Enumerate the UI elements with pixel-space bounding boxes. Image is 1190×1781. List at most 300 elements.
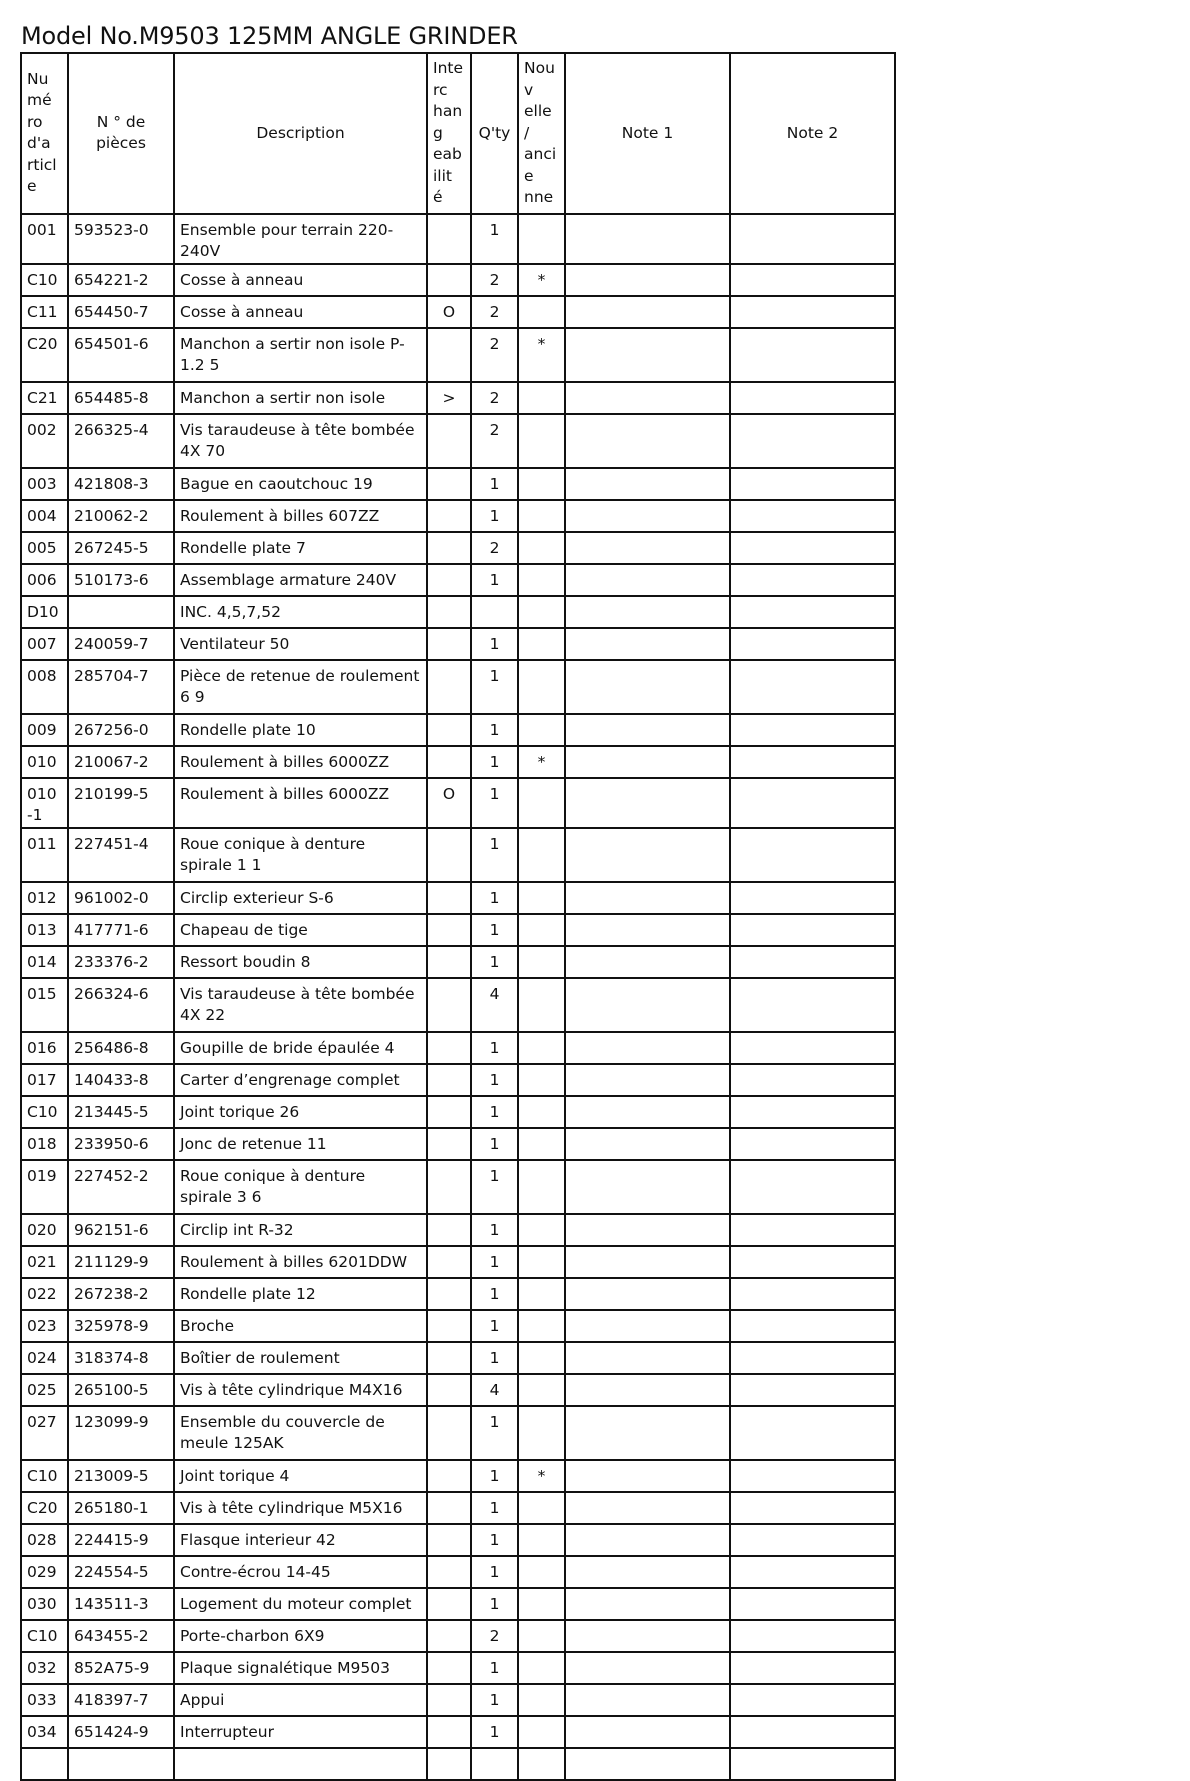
cell-item-no	[21, 1748, 68, 1780]
cell-part-no: 267256-0	[68, 714, 174, 746]
cell-note-2	[730, 1460, 895, 1492]
cell-note-2	[730, 596, 895, 628]
cell-item-no: C10	[21, 1460, 68, 1492]
cell-qty: 1	[471, 778, 518, 828]
cell-description: Porte-charbon 6X9	[174, 1620, 427, 1652]
cell-new-old	[518, 1096, 565, 1128]
cell-part-no: 240059-7	[68, 628, 174, 660]
cell-qty: 1	[471, 1128, 518, 1160]
cell-description: Vis à tête cylindrique M4X16	[174, 1374, 427, 1406]
table-row	[21, 328, 895, 382]
cell-qty: 1	[471, 1214, 518, 1246]
cell-interchangeability	[427, 1460, 471, 1492]
cell-note-1	[565, 1214, 730, 1246]
table-row	[21, 564, 895, 596]
cell-item-no: 033	[21, 1684, 68, 1716]
cell-part-no: 233950-6	[68, 1128, 174, 1160]
cell-interchangeability	[427, 1652, 471, 1684]
cell-note-2	[730, 660, 895, 714]
cell-qty: 1	[471, 882, 518, 914]
cell-part-no: 654450-7	[68, 296, 174, 328]
cell-note-2	[730, 1524, 895, 1556]
cell-note-1	[565, 214, 730, 264]
cell-note-2	[730, 1246, 895, 1278]
cell-new-old	[518, 914, 565, 946]
cell-part-no: 224415-9	[68, 1524, 174, 1556]
cell-new-old	[518, 1246, 565, 1278]
cell-qty: 1	[471, 628, 518, 660]
cell-qty: 1	[471, 1032, 518, 1064]
parts-table-body	[21, 214, 895, 1780]
cell-qty: 4	[471, 978, 518, 1032]
cell-new-old	[518, 946, 565, 978]
cell-new-old	[518, 1588, 565, 1620]
cell-qty: 1	[471, 660, 518, 714]
table-row	[21, 1278, 895, 1310]
cell-description: Bague en caoutchouc 19	[174, 468, 427, 500]
cell-item-no: 015	[21, 978, 68, 1032]
cell-note-1	[565, 1096, 730, 1128]
cell-new-old	[518, 778, 565, 828]
cell-description: Cosse à anneau	[174, 264, 427, 296]
table-row	[21, 1684, 895, 1716]
table-row	[21, 1096, 895, 1128]
cell-note-2	[730, 328, 895, 382]
cell-note-2	[730, 714, 895, 746]
cell-item-no: 001	[21, 214, 68, 264]
cell-part-no: 140433-8	[68, 1064, 174, 1096]
cell-new-old	[518, 1214, 565, 1246]
cell-note-1	[565, 778, 730, 828]
cell-part-no: 654221-2	[68, 264, 174, 296]
table-row	[21, 1748, 895, 1780]
cell-description: Plaque signalétique M9503	[174, 1652, 427, 1684]
cell-new-old	[518, 564, 565, 596]
cell-note-1	[565, 382, 730, 414]
cell-description: Ventilateur 50	[174, 628, 427, 660]
cell-note-1	[565, 1556, 730, 1588]
cell-qty	[471, 1748, 518, 1780]
cell-description: Roulement à billes 6000ZZ	[174, 778, 427, 828]
cell-qty: 1	[471, 1160, 518, 1214]
cell-part-no: 233376-2	[68, 946, 174, 978]
table-row	[21, 1032, 895, 1064]
cell-interchangeability	[427, 1278, 471, 1310]
table-row	[21, 914, 895, 946]
cell-part-no: 418397-7	[68, 1684, 174, 1716]
cell-description: Rondelle plate 12	[174, 1278, 427, 1310]
cell-part-no: 213445-5	[68, 1096, 174, 1128]
cell-item-no: 002	[21, 414, 68, 468]
table-row	[21, 1310, 895, 1342]
cell-qty: 1	[471, 1716, 518, 1748]
cell-part-no: 143511-3	[68, 1588, 174, 1620]
cell-description: Manchon a sertir non isole P-1.2 5	[174, 328, 427, 382]
cell-interchangeability	[427, 1310, 471, 1342]
table-row	[21, 978, 895, 1032]
table-row	[21, 1492, 895, 1524]
cell-note-2	[730, 1096, 895, 1128]
cell-qty: 1	[471, 1246, 518, 1278]
table-row	[21, 1374, 895, 1406]
cell-part-no: 210062-2	[68, 500, 174, 532]
cell-description: Roulement à billes 6201DDW	[174, 1246, 427, 1278]
cell-item-no: 016	[21, 1032, 68, 1064]
cell-note-1	[565, 1524, 730, 1556]
cell-item-no: C11	[21, 296, 68, 328]
cell-note-1	[565, 468, 730, 500]
cell-qty: 1	[471, 1492, 518, 1524]
table-row	[21, 1246, 895, 1278]
table-row	[21, 1652, 895, 1684]
cell-note-1	[565, 1716, 730, 1748]
cell-part-no: 213009-5	[68, 1460, 174, 1492]
cell-item-no: 030	[21, 1588, 68, 1620]
cell-description: Interrupteur	[174, 1716, 427, 1748]
cell-note-1	[565, 746, 730, 778]
cell-note-1	[565, 714, 730, 746]
cell-new-old	[518, 296, 565, 328]
cell-part-no: 211129-9	[68, 1246, 174, 1278]
cell-part-no: 510173-6	[68, 564, 174, 596]
cell-description: Jonc de retenue 11	[174, 1128, 427, 1160]
cell-new-old	[518, 596, 565, 628]
table-row	[21, 882, 895, 914]
cell-description: Rondelle plate 7	[174, 532, 427, 564]
table-row	[21, 596, 895, 628]
cell-item-no: 020	[21, 1214, 68, 1246]
cell-interchangeability	[427, 500, 471, 532]
cell-interchangeability: O	[427, 296, 471, 328]
cell-note-2	[730, 1310, 895, 1342]
cell-qty: 1	[471, 714, 518, 746]
table-row	[21, 1556, 895, 1588]
cell-part-no	[68, 596, 174, 628]
header-note-2: Note 2	[730, 53, 895, 214]
cell-new-old	[518, 660, 565, 714]
cell-qty: 1	[471, 1310, 518, 1342]
cell-new-old	[518, 1032, 565, 1064]
cell-new-old	[518, 978, 565, 1032]
cell-qty: 1	[471, 1588, 518, 1620]
cell-new-old	[518, 500, 565, 532]
cell-qty: 1	[471, 1460, 518, 1492]
cell-description: Vis à tête cylindrique M5X16	[174, 1492, 427, 1524]
cell-item-no: 004	[21, 500, 68, 532]
cell-note-2	[730, 1556, 895, 1588]
cell-note-2	[730, 564, 895, 596]
cell-item-no: C21	[21, 382, 68, 414]
cell-note-1	[565, 296, 730, 328]
cell-note-2	[730, 1492, 895, 1524]
cell-item-no: 008	[21, 660, 68, 714]
cell-note-2	[730, 746, 895, 778]
cell-item-no: 017	[21, 1064, 68, 1096]
cell-interchangeability	[427, 532, 471, 564]
cell-new-old	[518, 828, 565, 882]
cell-note-1	[565, 1460, 730, 1492]
header-interchangeability: Interc hang eabilit é	[427, 53, 471, 214]
cell-qty: 1	[471, 1524, 518, 1556]
cell-part-no: 227451-4	[68, 828, 174, 882]
cell-description: Ressort boudin 8	[174, 946, 427, 978]
cell-note-2	[730, 1374, 895, 1406]
cell-part-no	[68, 1748, 174, 1780]
cell-note-2	[730, 946, 895, 978]
cell-note-1	[565, 1652, 730, 1684]
cell-item-no: 006	[21, 564, 68, 596]
cell-description: INC. 4,5,7,52	[174, 596, 427, 628]
cell-new-old	[518, 1374, 565, 1406]
cell-interchangeability	[427, 1716, 471, 1748]
table-row	[21, 1460, 895, 1492]
cell-description: Chapeau de tige	[174, 914, 427, 946]
cell-note-2	[730, 1342, 895, 1374]
cell-qty: 1	[471, 946, 518, 978]
table-row	[21, 296, 895, 328]
table-row	[21, 714, 895, 746]
cell-note-1	[565, 660, 730, 714]
cell-qty: 2	[471, 1620, 518, 1652]
cell-description: Rondelle plate 10	[174, 714, 427, 746]
cell-note-2	[730, 1588, 895, 1620]
cell-item-no: C20	[21, 328, 68, 382]
cell-part-no: 961002-0	[68, 882, 174, 914]
document-title: Model No.M9503 125MM ANGLE GRINDER	[21, 22, 518, 50]
cell-interchangeability	[427, 1342, 471, 1374]
table-row	[21, 946, 895, 978]
cell-qty: 1	[471, 500, 518, 532]
cell-interchangeability	[427, 1214, 471, 1246]
cell-qty: 1	[471, 1342, 518, 1374]
cell-qty: 1	[471, 214, 518, 264]
cell-note-1	[565, 1374, 730, 1406]
cell-new-old: *	[518, 328, 565, 382]
header-new-old: Nouv elle / ancie nne	[518, 53, 565, 214]
table-row	[21, 1716, 895, 1748]
cell-interchangeability	[427, 1096, 471, 1128]
cell-part-no: 267245-5	[68, 532, 174, 564]
cell-item-no: 029	[21, 1556, 68, 1588]
cell-note-2	[730, 414, 895, 468]
cell-part-no: 265180-1	[68, 1492, 174, 1524]
cell-note-2	[730, 914, 895, 946]
cell-item-no: 022	[21, 1278, 68, 1310]
cell-new-old	[518, 1492, 565, 1524]
cell-qty: 1	[471, 828, 518, 882]
cell-part-no: 325978-9	[68, 1310, 174, 1342]
cell-new-old	[518, 1748, 565, 1780]
cell-description: Vis taraudeuse à tête bombée 4X 70	[174, 414, 427, 468]
cell-part-no: 210199-5	[68, 778, 174, 828]
cell-description: Appui	[174, 1684, 427, 1716]
cell-part-no: 210067-2	[68, 746, 174, 778]
header-item-no: Numé ro d'a rticle	[21, 53, 68, 214]
cell-interchangeability	[427, 1128, 471, 1160]
cell-item-no: C10	[21, 1620, 68, 1652]
cell-note-1	[565, 532, 730, 564]
cell-new-old	[518, 1064, 565, 1096]
cell-new-old	[518, 1160, 565, 1214]
cell-item-no: 011	[21, 828, 68, 882]
cell-item-no: 013	[21, 914, 68, 946]
cell-note-1	[565, 328, 730, 382]
cell-note-1	[565, 1032, 730, 1064]
cell-note-2	[730, 1128, 895, 1160]
cell-interchangeability	[427, 596, 471, 628]
cell-interchangeability	[427, 1160, 471, 1214]
cell-note-2	[730, 628, 895, 660]
cell-note-2	[730, 1684, 895, 1716]
cell-part-no: 593523-0	[68, 214, 174, 264]
cell-new-old	[518, 1310, 565, 1342]
table-row	[21, 1160, 895, 1214]
cell-description: Circlip exterieur S-6	[174, 882, 427, 914]
cell-description: Roulement à billes 607ZZ	[174, 500, 427, 532]
cell-item-no: 007	[21, 628, 68, 660]
cell-item-no: 012	[21, 882, 68, 914]
table-row	[21, 1406, 895, 1460]
table-row	[21, 1524, 895, 1556]
cell-interchangeability	[427, 628, 471, 660]
cell-new-old	[518, 628, 565, 660]
cell-qty: 2	[471, 328, 518, 382]
cell-new-old: *	[518, 746, 565, 778]
cell-qty: 1	[471, 914, 518, 946]
table-row	[21, 1588, 895, 1620]
cell-new-old	[518, 1128, 565, 1160]
cell-part-no: 265100-5	[68, 1374, 174, 1406]
table-row	[21, 746, 895, 778]
cell-new-old: *	[518, 1460, 565, 1492]
cell-note-1	[565, 1684, 730, 1716]
cell-note-1	[565, 1748, 730, 1780]
cell-item-no: 010-1	[21, 778, 68, 828]
cell-new-old	[518, 1406, 565, 1460]
cell-description: Pièce de retenue de roulement 6 9	[174, 660, 427, 714]
cell-new-old	[518, 1716, 565, 1748]
cell-note-2	[730, 532, 895, 564]
cell-qty: 2	[471, 414, 518, 468]
cell-interchangeability	[427, 1064, 471, 1096]
cell-description: Ensemble du couvercle de meule 125AK	[174, 1406, 427, 1460]
cell-note-1	[565, 1064, 730, 1096]
cell-description: Ensemble pour terrain 220-240V	[174, 214, 427, 264]
cell-interchangeability	[427, 746, 471, 778]
cell-interchangeability	[427, 328, 471, 382]
cell-interchangeability	[427, 914, 471, 946]
cell-new-old	[518, 382, 565, 414]
cell-new-old	[518, 1556, 565, 1588]
cell-interchangeability	[427, 1588, 471, 1620]
header-note-1: Note 1	[565, 53, 730, 214]
cell-note-1	[565, 1406, 730, 1460]
cell-description: Vis taraudeuse à tête bombée 4X 22	[174, 978, 427, 1032]
cell-description: Boîtier de roulement	[174, 1342, 427, 1374]
cell-note-2	[730, 978, 895, 1032]
cell-part-no: 224554-5	[68, 1556, 174, 1588]
cell-new-old	[518, 1524, 565, 1556]
cell-description: Carter d’engrenage complet	[174, 1064, 427, 1096]
cell-note-2	[730, 1278, 895, 1310]
cell-interchangeability: >	[427, 382, 471, 414]
cell-description: Flasque interieur 42	[174, 1524, 427, 1556]
cell-interchangeability	[427, 1684, 471, 1716]
cell-qty: 1	[471, 1556, 518, 1588]
table-row	[21, 1064, 895, 1096]
parts-table	[20, 52, 896, 1781]
cell-part-no: 962151-6	[68, 1214, 174, 1246]
table-row	[21, 1342, 895, 1374]
cell-new-old: *	[518, 264, 565, 296]
cell-interchangeability	[427, 214, 471, 264]
cell-qty: 1	[471, 1064, 518, 1096]
cell-description: Roulement à billes 6000ZZ	[174, 746, 427, 778]
cell-qty: 1	[471, 746, 518, 778]
cell-description: Logement du moteur complet	[174, 1588, 427, 1620]
cell-part-no: 266325-4	[68, 414, 174, 468]
cell-note-2	[730, 468, 895, 500]
cell-note-1	[565, 914, 730, 946]
cell-interchangeability	[427, 978, 471, 1032]
cell-description: Roue conique à denture spirale 3 6	[174, 1160, 427, 1214]
cell-new-old	[518, 214, 565, 264]
cell-note-1	[565, 1246, 730, 1278]
cell-note-2	[730, 1652, 895, 1684]
cell-part-no: 256486-8	[68, 1032, 174, 1064]
cell-part-no: 654485-8	[68, 382, 174, 414]
table-row	[21, 500, 895, 532]
cell-interchangeability	[427, 828, 471, 882]
cell-note-2	[730, 214, 895, 264]
cell-note-2	[730, 500, 895, 532]
cell-description: Circlip int R-32	[174, 1214, 427, 1246]
cell-note-2	[730, 1406, 895, 1460]
cell-note-1	[565, 1310, 730, 1342]
cell-note-1	[565, 1160, 730, 1214]
cell-description	[174, 1748, 427, 1780]
cell-description: Assemblage armature 240V	[174, 564, 427, 596]
cell-note-1	[565, 946, 730, 978]
cell-note-1	[565, 978, 730, 1032]
cell-new-old	[518, 414, 565, 468]
cell-new-old	[518, 1278, 565, 1310]
cell-new-old	[518, 532, 565, 564]
cell-interchangeability	[427, 1374, 471, 1406]
cell-interchangeability	[427, 1748, 471, 1780]
table-row	[21, 1214, 895, 1246]
cell-interchangeability	[427, 1620, 471, 1652]
cell-note-2	[730, 1064, 895, 1096]
table-row	[21, 382, 895, 414]
cell-note-1	[565, 1588, 730, 1620]
cell-new-old	[518, 714, 565, 746]
cell-note-2	[730, 296, 895, 328]
cell-note-1	[565, 564, 730, 596]
cell-description: Joint torique 4	[174, 1460, 427, 1492]
cell-item-no: C10	[21, 264, 68, 296]
cell-item-no: 024	[21, 1342, 68, 1374]
cell-note-1	[565, 264, 730, 296]
cell-item-no: 032	[21, 1652, 68, 1684]
cell-qty: 1	[471, 1652, 518, 1684]
cell-item-no: 027	[21, 1406, 68, 1460]
cell-item-no: C20	[21, 1492, 68, 1524]
cell-part-no: 654501-6	[68, 328, 174, 382]
cell-description: Cosse à anneau	[174, 296, 427, 328]
cell-note-1	[565, 1278, 730, 1310]
cell-new-old	[518, 1620, 565, 1652]
